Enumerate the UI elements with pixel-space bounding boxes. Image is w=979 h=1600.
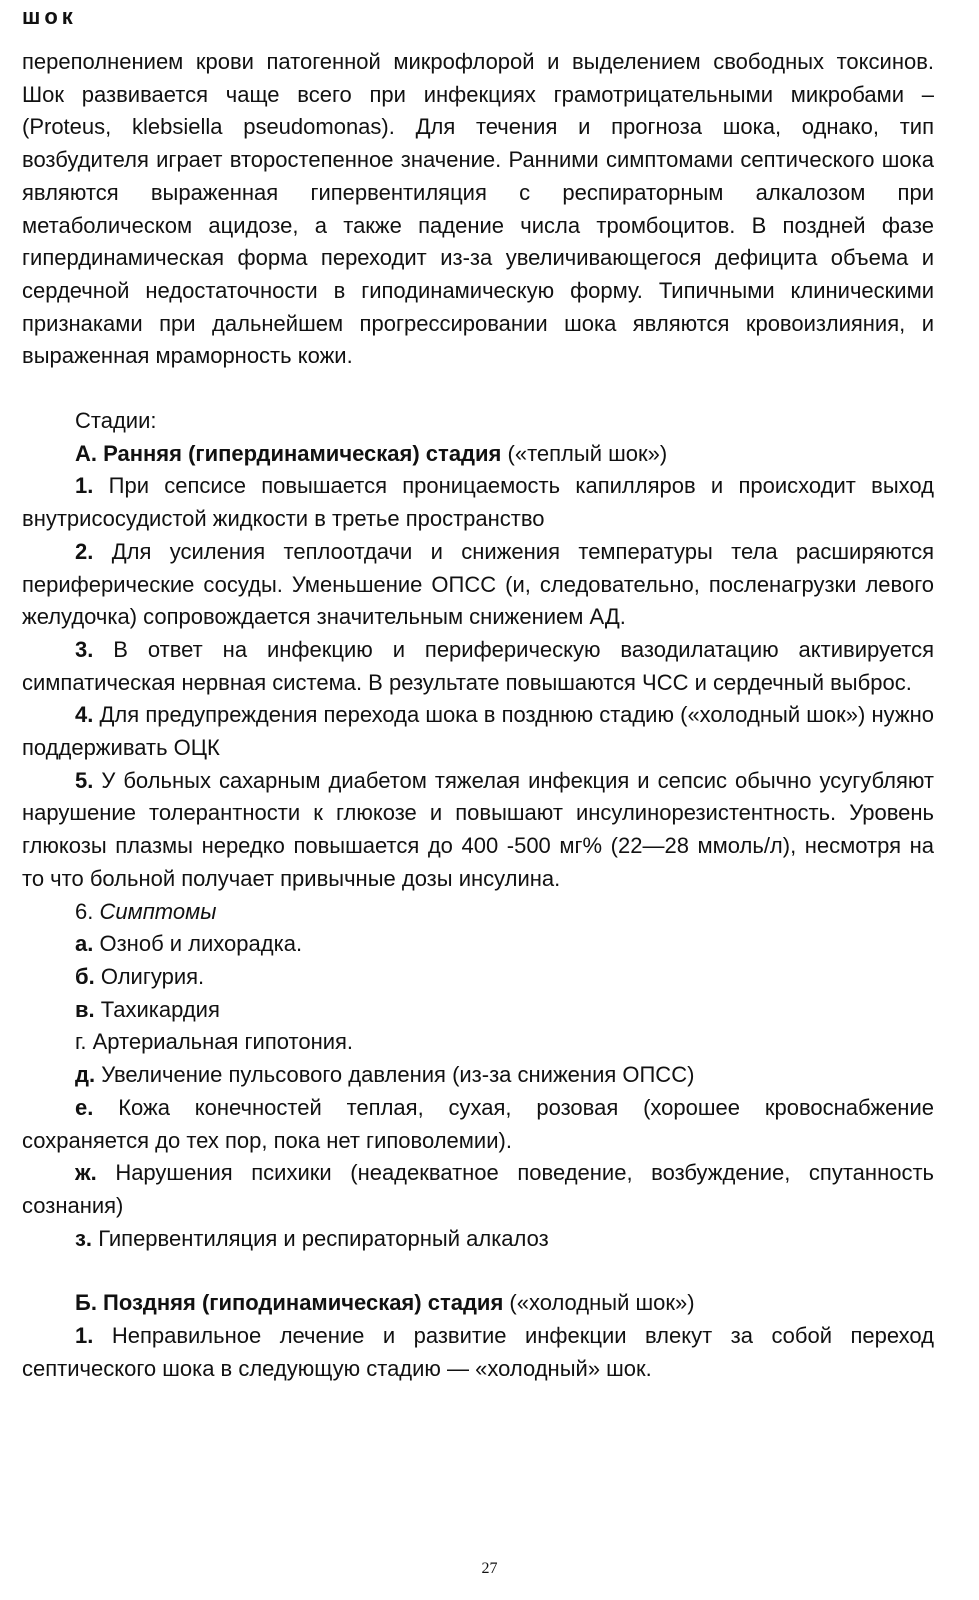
item-text: Неправильное лечение и развитие инфекции влекут за собой переход септического шока в следующую стадию — «холодный» шок. bbox=[22, 1323, 934, 1381]
item-number: 2. bbox=[75, 538, 94, 564]
stage-a-heading bbox=[22, 438, 934, 471]
item-text: Для усиления теплоотдачи и снижения температуры тела расширяются периферические сосуды. Уменьшение ОПСС (и, следовательно, посленагрузки левого желудочка) сопровождается значительным снижением АД. bbox=[22, 538, 934, 630]
item-number: 5. bbox=[75, 767, 94, 793]
symptoms-number: 6. bbox=[75, 898, 94, 924]
stages-label: Стадии: bbox=[75, 408, 157, 434]
stage-b-subtitle: («холодный шок») bbox=[509, 1290, 695, 1316]
symptom-letter: ж. bbox=[75, 1160, 97, 1186]
symptom-letter: е. bbox=[75, 1094, 94, 1120]
stage-a-item-2 bbox=[22, 536, 934, 634]
symptom-letter: в. bbox=[75, 996, 95, 1022]
stage-a-item-3 bbox=[22, 634, 934, 699]
running-header: шок bbox=[22, 4, 77, 29]
symptom-item bbox=[22, 994, 934, 1027]
symptom-text: Нарушения психики (неадекватное поведение, возбуждение, спутанность сознания) bbox=[22, 1160, 934, 1218]
symptom-letter: г. bbox=[75, 1029, 87, 1055]
symptom-text: Гипервентиляция и респираторный алкалоз bbox=[98, 1225, 549, 1251]
item-number: 3. bbox=[75, 636, 94, 662]
symptom-text: Артериальная гипотония. bbox=[92, 1029, 354, 1055]
symptom-text: Кожа конечностей теплая, сухая, розовая (хорошее кровоснабжение сохраняется до тех пор, пока нет гиповолемии). bbox=[22, 1094, 934, 1153]
item-number: 1. bbox=[75, 473, 94, 499]
symptom-item bbox=[22, 1026, 934, 1059]
item-text: При сепсисе повышается проницаемость капилляров и происходит выход внутрисосудистой жидкости в третье пространство bbox=[22, 473, 934, 532]
stage-b-heading bbox=[22, 1287, 934, 1320]
item-text: У больных сахарным диабетом тяжелая инфекция и сепсис обычно усугубляют нарушение толерантности к глюкозе и повышают инсулинорезистентность. Уровень глюкозы плазмы нередко повышается до 400 -500 мг% (22—28 ммоль/л), несмотря на то что больной получает привычные дозы инсулина. bbox=[22, 767, 934, 891]
symptom-item bbox=[22, 1059, 934, 1092]
symptom-item bbox=[22, 1092, 934, 1157]
symptom-text: Тахикардия bbox=[100, 996, 220, 1022]
symptoms-label: Симптомы bbox=[99, 898, 217, 924]
stage-a-item-1 bbox=[22, 470, 934, 535]
item-text: Для предупреждения перехода шока в позднюю стадию («холодный шок») нужно поддерживать ОЦК bbox=[22, 702, 934, 761]
symptom-text: Олигурия. bbox=[100, 963, 205, 989]
page-number: 27 bbox=[481, 1560, 498, 1577]
symptom-letter: д. bbox=[75, 1062, 96, 1088]
symptom-text: Увеличение пульсового давления (из-за снижения ОПСС) bbox=[101, 1062, 695, 1088]
stage-a-title: А. Ранняя (гипердинамическая) стадия bbox=[75, 440, 502, 466]
intro-paragraph: переполнением крови патогенной микрофлорой и выделением свободных токсинов. Шок развивается чаще всего при инфекциях грамотрицательными микробами – (Proteus, klebsiella pseudomonas). Для течения и прогноза шока, однако, тип возбудителя играет второстепенное значение. Ранними симптомами септического шока являются выраженная гипервентиляция с респираторным алкалозом при метаболическом ацидозе, а также падение числа тромбоцитов. В поздней фазе гипердинамическая форма переходит из-за увеличивающегося дефицита объема и сердечной недостаточности в гиподинамическую форму. Типичными клиническими признаками при дальнейшем прогрессировании шока являются кровоизлияния, и выраженная мраморность кожи. bbox=[22, 49, 934, 369]
symptom-letter: з. bbox=[75, 1225, 93, 1251]
symptom-item bbox=[22, 961, 934, 994]
item-number: 1. bbox=[75, 1323, 94, 1349]
item-text: В ответ на инфекцию и периферическую вазодилатацию активируется симпатическая нервная система. В результате повышаются ЧСС и сердечный выброс. bbox=[22, 636, 934, 695]
stage-b-title: Б. Поздняя (гиподинамическая) стадия bbox=[75, 1290, 504, 1316]
symptom-item bbox=[22, 928, 934, 961]
symptoms-heading bbox=[22, 896, 934, 929]
stage-a-item-4 bbox=[22, 699, 934, 764]
paragraph-gap bbox=[22, 1255, 934, 1287]
stage-b-item-1 bbox=[22, 1320, 934, 1385]
symptom-letter: а. bbox=[75, 931, 94, 957]
symptom-text: Озноб и лихорадка. bbox=[99, 931, 303, 957]
item-number: 4. bbox=[75, 702, 94, 728]
stage-a-subtitle: («теплый шок») bbox=[507, 440, 668, 466]
symptom-item bbox=[22, 1157, 934, 1222]
stage-a-item-5 bbox=[22, 765, 934, 896]
paragraph-gap bbox=[22, 373, 934, 405]
symptom-item bbox=[22, 1223, 934, 1256]
symptom-letter: б. bbox=[75, 963, 95, 989]
body-text bbox=[22, 46, 934, 1385]
